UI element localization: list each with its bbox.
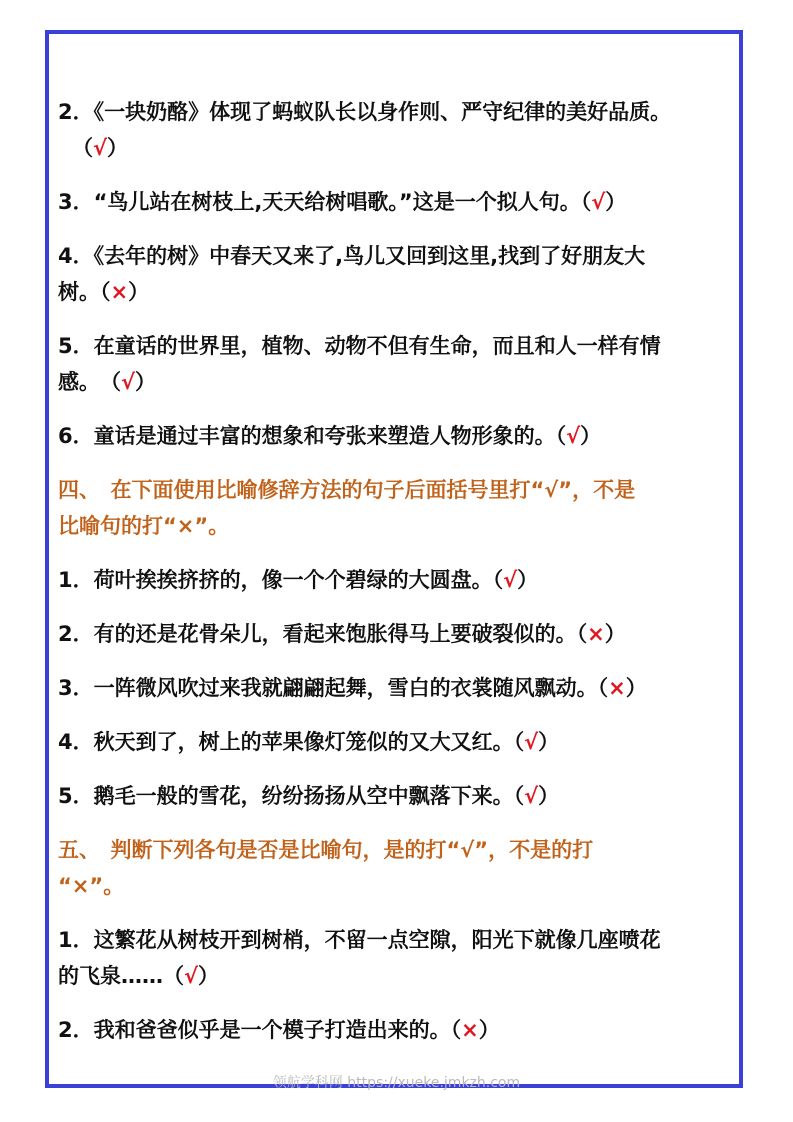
answer-3 — [58, 184, 738, 220]
paren-close: ） — [135, 370, 157, 394]
paren-close: ） — [604, 622, 626, 646]
paren-close: ） — [538, 784, 560, 808]
paren-close: ） — [198, 964, 220, 988]
section-5-item-1-line1: 1．这繁花从树枝开到树梢，不留一点空隙，阳光下就像几座喷花 — [58, 928, 661, 952]
check-mark: √ — [184, 964, 199, 988]
item-text: 5．鹅毛一般的雪花，纷纷扬扬从空中飘落下来。（ — [58, 784, 525, 808]
section-4-item-1 — [58, 562, 738, 598]
answer-5-line2 — [58, 364, 738, 400]
answer-4-text: 树。（ — [58, 280, 111, 304]
item-text: 3．一阵微风吹过来我就翩翩起舞，雪白的衣裳随风飘动。（ — [58, 676, 609, 700]
paren-close: ） — [478, 1018, 500, 1042]
paren-close: ） — [517, 568, 539, 592]
answer-6-text: 6．童话是通过丰富的想象和夸张来塑造人物形象的。（ — [58, 424, 567, 448]
answer-content — [58, 94, 738, 1048]
check-mark: √ — [503, 568, 518, 592]
answer-6 — [58, 418, 738, 454]
check-mark: √ — [591, 190, 606, 214]
section-5-heading-line2: “×”。 — [58, 874, 125, 898]
paren-open: （ — [72, 136, 93, 160]
paren-close: ） — [625, 676, 647, 700]
item-text: 的飞泉……（ — [58, 964, 184, 988]
answer-2-line2 — [58, 130, 738, 166]
paren-close: ） — [538, 730, 560, 754]
section-4-item-4 — [58, 724, 738, 760]
answer-3-text: 3．“鸟儿站在树枝上,天天给树唱歌。”这是一个拟人句。（ — [58, 190, 592, 214]
answer-4-line2 — [58, 274, 738, 310]
cross-mark: × — [608, 676, 626, 700]
section-5-item-1-line2 — [58, 958, 738, 994]
answer-4-line1: 4．《去年的树》中春天又来了,鸟儿又回到这里,找到了好朋友大 — [58, 244, 646, 268]
paren-close: ） — [128, 280, 150, 304]
paren-close: ） — [605, 190, 627, 214]
paren-close: ） — [580, 424, 602, 448]
section-4-item-5 — [58, 778, 738, 814]
cross-mark: × — [587, 622, 605, 646]
paren-close: ） — [107, 136, 129, 160]
section-4-heading-line2: 比喻句的打“×”。 — [58, 514, 230, 538]
watermark: 领航学科网 https://xueke.jmkzh.com — [272, 1075, 521, 1091]
answer-2-line1: 2．《一块奶酪》体现了蚂蚁队长以身作则、严守纪律的美好品质。 — [58, 100, 672, 124]
check-mark: √ — [566, 424, 581, 448]
section-4-item-3 — [58, 670, 738, 706]
item-text: 4．秋天到了，树上的苹果像灯笼似的又大又红。（ — [58, 730, 525, 754]
check-mark: √ — [93, 136, 108, 160]
section-4-item-2 — [58, 616, 738, 652]
item-text: 2．有的还是花骨朵儿，看起来饱胀得马上要破裂似的。（ — [58, 622, 588, 646]
answer-5-text: 感。 （ — [58, 370, 121, 394]
check-mark: √ — [524, 784, 539, 808]
section-4-heading-line1: 四、 在下面使用比喻修辞方法的句子后面括号里打“√”，不是 — [58, 478, 636, 502]
cross-mark: × — [461, 1018, 479, 1042]
section-5-heading-line1: 五、 判断下列各句是否是比喻句，是的打“√”，不是的打 — [58, 838, 594, 862]
item-text: 1．荷叶挨挨挤挤的，像一个个碧绿的大圆盘。（ — [58, 568, 504, 592]
section-5-item-2 — [58, 1012, 738, 1048]
check-mark: √ — [524, 730, 539, 754]
check-mark: √ — [121, 370, 136, 394]
answer-5-line1: 5．在童话的世界里，植物、动物不但有生命，而且和人一样有情 — [58, 334, 661, 358]
item-text: 2．我和爸爸似乎是一个模子打造出来的。（ — [58, 1018, 462, 1042]
cross-mark: × — [110, 280, 129, 304]
